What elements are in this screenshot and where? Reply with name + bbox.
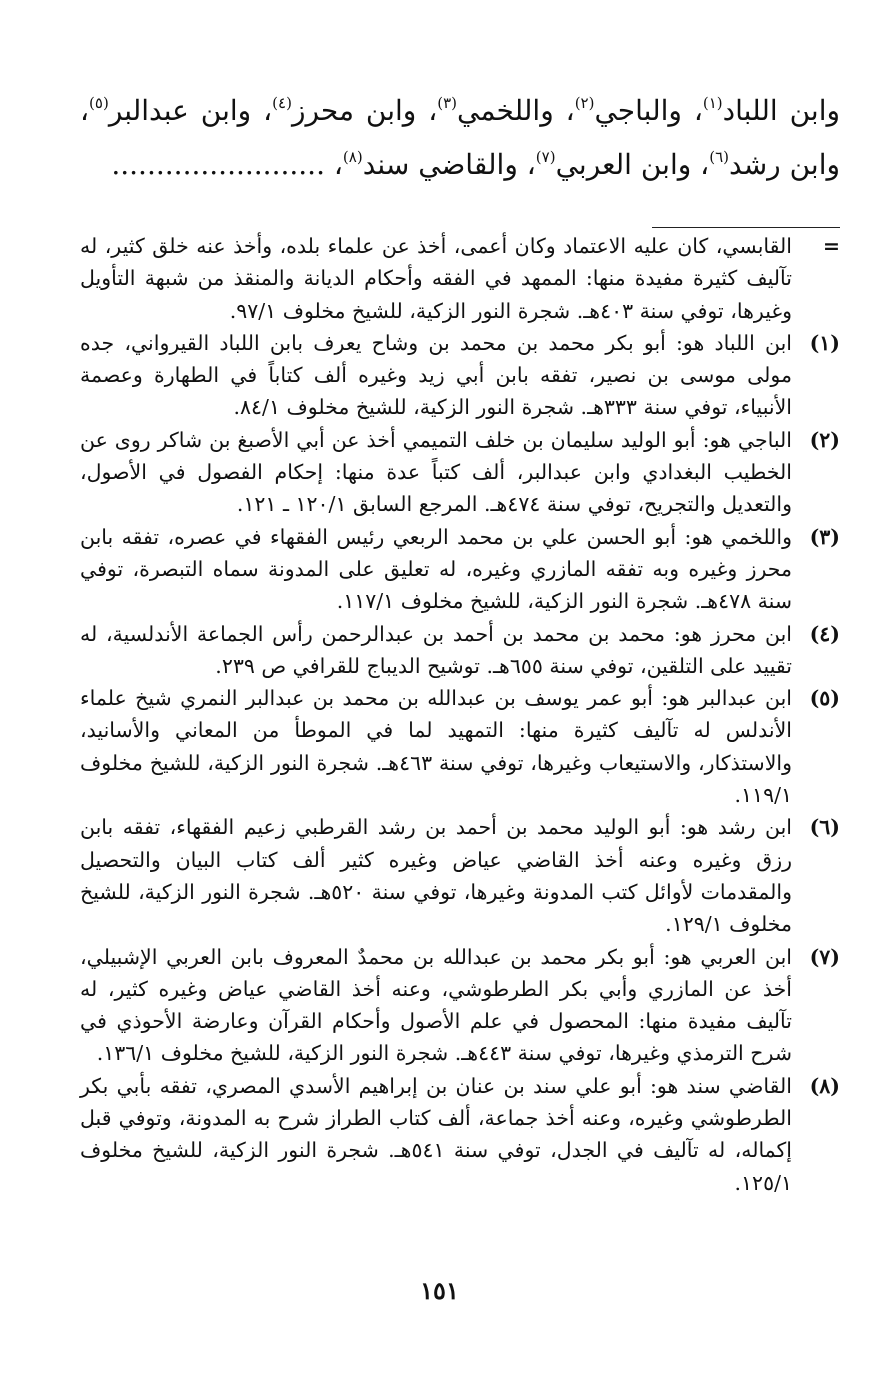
text-run: ، ........................ <box>111 148 343 181</box>
footnote-ref[interactable]: (٢) <box>574 94 595 112</box>
text-run: ، والقاضي سند <box>362 148 536 181</box>
footnote <box>80 1070 840 1199</box>
footnote-text: ابن العربي هو: أبو بكر محمد بن عبدالله بن محمدٌ المعروف بابن العربي الإشبيلي، أخذ عن المازري وأبي بكر الطرطوشي، وعنه أخذ القاضي عياض وغيره كثير، له تآليف مفيدة منها: المحصول في علم الأصول وأحكام القرآن وعارضة الأحوذي في شرح الترمذي وغيرها، توفي سنة ٤٤٣هـ. شجرة النور الزكية، للشيخ مخلوف ١٣٦/١. <box>80 944 792 1066</box>
footnote-marker: (٧) <box>809 944 840 969</box>
footnote-text: القاضي سند هو: أبو علي سند بن عنان بن إبراهيم الأسدي المصري، تفقه بأبي بكر الطرطوشي وغيره، وعنه أخذ جماعة، ألف كتاب الطراز شرح به المدونة، وتوفي قبل إكماله، له تآليف في الجدل، توفي سنة ٥٤١هـ. شجرة النور الزكية، للشيخ مخلوف ١٢٥/١. <box>80 1073 792 1195</box>
text-run: ، واللخمي <box>457 94 575 127</box>
footnote-text: ابن اللباد هو: أبو بكر محمد بن محمد بن وشاح يعرف بابن اللباد القيرواني، جده مولى موسى بن نصير، تفقه بابن أبي زيد وغيره ألف كتاباً في الطهارة وعصمة الأنبياء، توفي سنة ٣٣٣هـ. شجرة النور الزكية، للشيخ مخلوف ٨٤/١. <box>80 330 792 420</box>
footnote-ref[interactable]: (٥) <box>89 94 109 112</box>
footnote <box>80 618 840 683</box>
text-run: ، وابن العربي <box>555 148 710 181</box>
footnote-ref[interactable]: (٨) <box>342 148 363 166</box>
page-number: ١٥١ <box>420 1276 459 1305</box>
footnote <box>80 327 840 424</box>
text-run: ، وابن عبدالبر <box>108 94 273 127</box>
footnote-ref[interactable]: (٦) <box>709 148 729 166</box>
footnote-text: الباجي هو: أبو الوليد سليمان بن خلف التميمي أخذ عن أبي الأصبغ بن شاكر روى عن الخطيب البغدادي وابن عبدالبر، ألف كتباً عدة منها: إحكام الفصول في الأصول، والتعديل والتجريح، توفي سنة ٤٧٤هـ. المرجع السابق ١٢٠/١ ـ ١٢١. <box>80 427 792 517</box>
footnote <box>80 521 840 618</box>
footnote-marker: (٣) <box>809 524 840 549</box>
main-text-line <box>80 138 840 192</box>
footnote-marker: (٦) <box>809 815 840 840</box>
footnote-ref[interactable]: (١) <box>702 94 723 112</box>
footnote-marker: (١) <box>809 330 840 355</box>
footnote-text: ابن محرز هو: محمد بن محمد بن أحمد بن عبدالرحمن رأس الجماعة الأندلسية، له تقييد على التلقين، توفي سنة ٦٥٥هـ. توشيح الديباج للقرافي ص ٢٣٩. <box>80 621 792 678</box>
text-run: وابن رشد <box>729 148 840 181</box>
footnote-ref[interactable]: (٤) <box>272 94 292 112</box>
main-text <box>80 84 840 192</box>
footnote-text: القابسي، كان عليه الاعتماد وكان أعمى، أخذ عن علماء بلده، وأخذ عنه خلق كثير، له تآليف كثيرة مفيدة منها: الممهد في الفقه وأحكام الديانة والمنقذ من شبهة التأويل وغيرها، توفي سنة ٤٠٣هـ. شجرة النور الزكية، للشيخ مخلوف ٩٧/١. <box>80 234 792 323</box>
footnote <box>80 811 840 940</box>
footnote <box>80 682 840 811</box>
text-run: ، والباجي <box>594 94 703 127</box>
footnote-separator <box>652 227 840 228</box>
footnote <box>80 941 840 1070</box>
footnote-marker: = <box>822 234 840 258</box>
footnote-ref[interactable]: (٧) <box>535 148 556 166</box>
footnote-ref[interactable]: (٣) <box>437 94 458 112</box>
footnote <box>80 424 840 521</box>
text-run: ، وابن محرز <box>291 94 438 127</box>
footnote <box>80 230 840 327</box>
footnote-marker: (٥) <box>809 686 840 711</box>
footnote-text: ابن عبدالبر هو: أبو عمر يوسف بن عبدالله بن محمد بن عبدالبر النمري شيخ علماء الأندلس له تآليف كثيرة منها: التمهيد لما في الموطأ من المعاني والأسانيد، والاستذكار، والاستيعاب وغيرها، توفي سنة ٤٦٣هـ. شجرة النور الزكية، للشيخ مخلوف ١١٩/١. <box>80 686 792 808</box>
text-run: ، <box>80 94 90 127</box>
footnote-marker: (٢) <box>809 427 840 452</box>
footnote-text: واللخمي هو: أبو الحسن علي بن محمد الربعي رئيس الفقهاء في عصره، تفقه بابن محرز وغيره وبه تفقه المازري وغيره، له تعليق على المدونة سماه التبصرة، توفي سنة ٤٧٨هـ. شجرة النور الزكية، للشيخ مخلوف ١١٧/١. <box>80 524 792 614</box>
footnote-text: ابن رشد هو: أبو الوليد محمد بن أحمد بن رشد القرطبي زعيم الفقهاء، تفقه بابن رزق وغيره وعنه أخذ القاضي عياض وغيره كثير ألف كتاب البيان والتحصيل والمقدمات لأوائل كتب المدونة وغيرها، توفي سنة ٥٢٠هـ. شجرة النور الزكية، للشيخ مخلوف ١٢٩/١. <box>80 815 792 937</box>
footnote-marker: (٤) <box>809 621 840 646</box>
footnotes <box>80 230 840 1199</box>
text-run: وابن اللباد <box>722 94 840 127</box>
main-text-line <box>80 84 840 138</box>
footnote-marker: (٨) <box>809 1073 840 1098</box>
